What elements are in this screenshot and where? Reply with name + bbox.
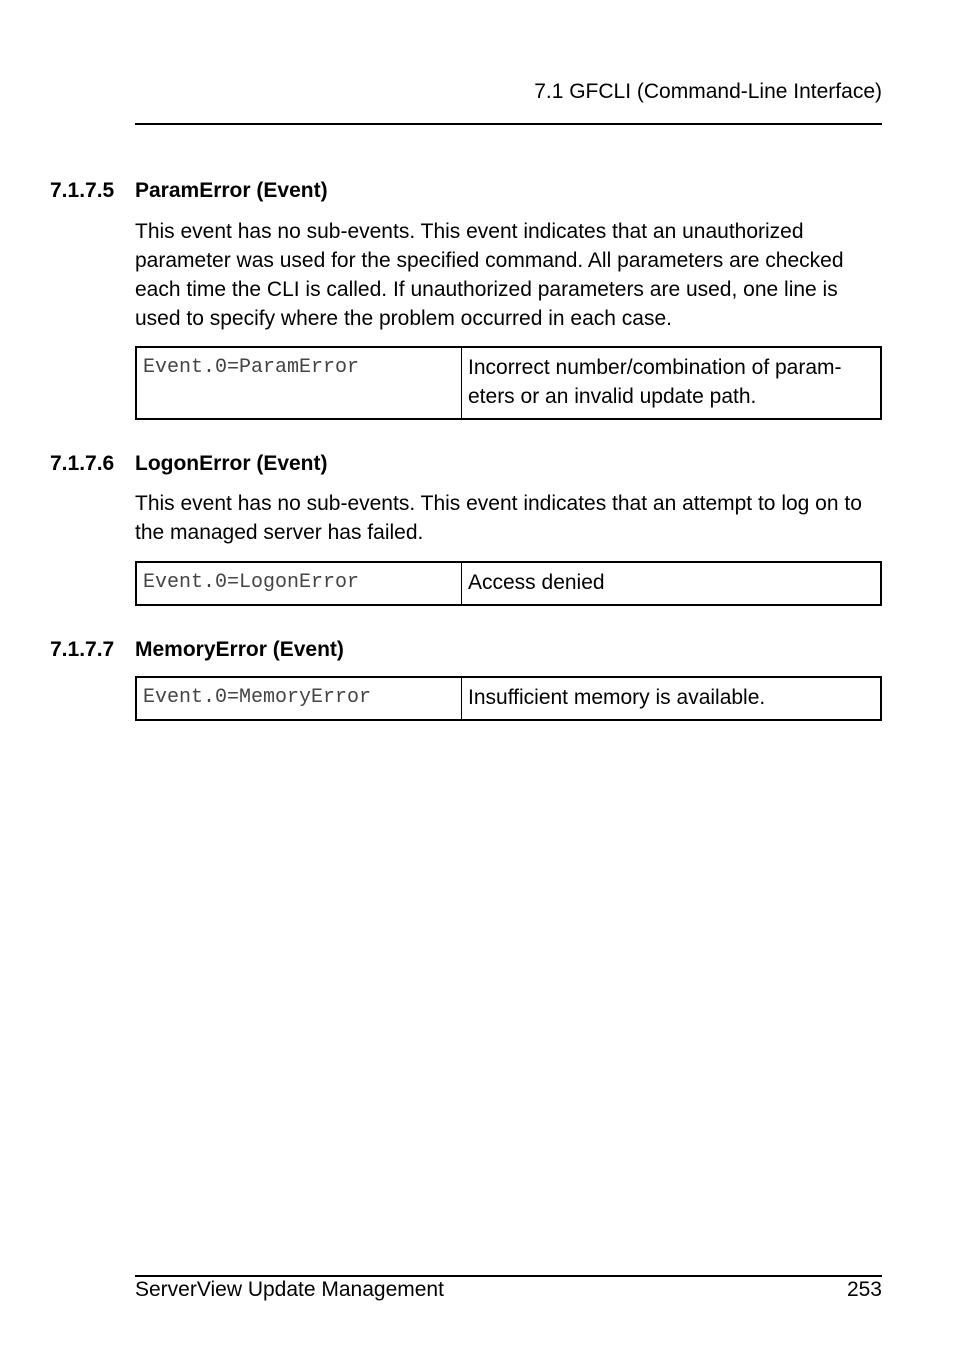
table-row [136, 677, 881, 720]
section-number: 7.1.7.7 [50, 638, 115, 661]
section-number: 7.1.7.6 [50, 452, 115, 475]
page-number: 253 [846, 1278, 882, 1301]
event-table-memory-error [135, 676, 882, 721]
event-description: Insufficient memory is available. [468, 686, 766, 709]
event-table-param-error [135, 346, 882, 420]
section-heading [50, 451, 328, 477]
running-header: 7.1 GFCLI (Command-Line Interface) [534, 80, 882, 103]
event-code: Event.0=MemoryError [136, 677, 462, 720]
table-row [136, 562, 881, 605]
event-code: Event.0=ParamError [136, 347, 462, 419]
event-description: Incorrect number/combination of param- eters or an invalid update path. [468, 356, 842, 408]
section-title: MemoryError (Event) [135, 638, 344, 661]
event-table-logon-error [135, 561, 882, 606]
section-number: 7.1.7.5 [50, 179, 115, 202]
section-body: This event has no sub-events. This event indicates that an unauthorized parameter was used for the specified command. All parameters are checked each time the CLI is called. If unauthorized parameters are used, one line is used to specify where the problem occurred in each case. [135, 220, 844, 330]
header-rule [135, 123, 882, 125]
table-row [136, 347, 881, 419]
section-title: ParamError (Event) [135, 179, 328, 202]
section-body: This event has no sub-events. This event indicates that an attempt to log on to the managed server has failed. [135, 492, 862, 544]
section-heading [50, 637, 344, 663]
section-title: LogonError (Event) [135, 452, 328, 475]
section-heading [50, 178, 328, 204]
event-code: Event.0=LogonError [136, 562, 462, 605]
event-description: Access denied [468, 571, 605, 594]
footer-product: ServerView Update Management [135, 1278, 444, 1301]
